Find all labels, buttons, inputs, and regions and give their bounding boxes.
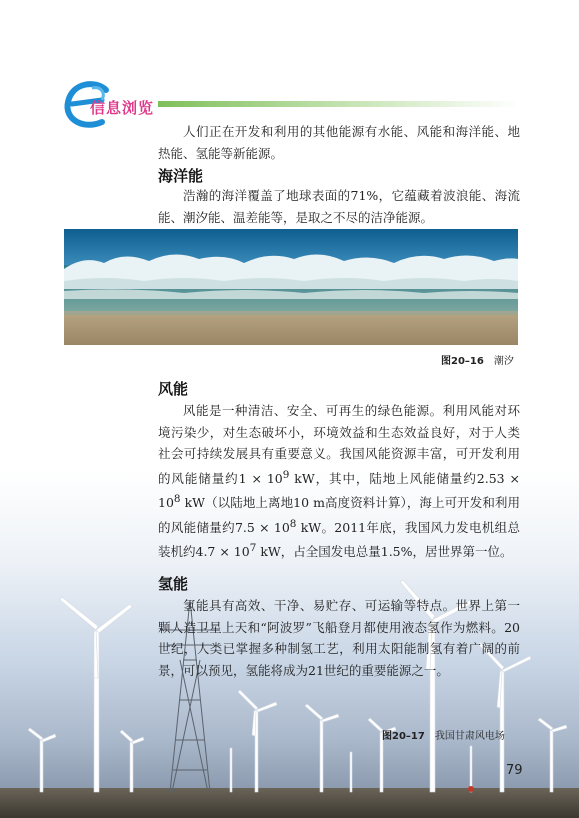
figure-20-16-caption [441, 352, 514, 367]
badge-title: 信息浏览 [90, 99, 155, 117]
hydrogen-energy-heading: 氢能 [158, 575, 189, 593]
intro-paragraph: 人们正在开发和利用的其他能源有水能、风能和海洋能、地热能、氢能等新能源。 [158, 124, 520, 161]
wind-energy-heading: 风能 [158, 380, 189, 398]
header-rule [158, 101, 520, 107]
page-number: 79 [506, 763, 523, 778]
figure-number: 图20–17 [382, 731, 425, 742]
ocean-energy-paragraph: 浩瀚的海洋覆盖了地球表面的71%，它蕴藏着波浪能、海流能、潮汐能、温差能等，是取之不尽的洁净能源。 [158, 188, 520, 225]
tide-photo [64, 229, 518, 345]
figure-title: 潮汐 [493, 356, 514, 367]
figure-title: 我国甘肃风电场 [434, 731, 505, 742]
figure-number: 图20–16 [441, 356, 484, 367]
ocean-energy-heading: 海洋能 [158, 167, 204, 185]
figure-20-17-caption [382, 727, 505, 742]
section-badge [62, 80, 172, 128]
hydrogen-energy-paragraph: 氢能具有高效、干净、易贮存、可运输等特点。世界上第一颗人造卫星上天和“阿波罗”飞船登月都使用液态氢作为燃料。20世纪，人类已掌握多种制氢工艺，利用太阳能制氢有着广阔的前景，可以预见，氢能将成为21世纪的重要能源之一。 [158, 598, 520, 678]
wind-energy-paragraph: 风能是一种清洁、安全、可再生的绿色能源。利用风能对环境污染少，对生态破坏小，环境效益和生态效益良好，对于人类社会可持续发展具有重要意义。我国风能资源丰富，可开发利用的风能储量约$1 \times 10^9$ kW，其中，陆地上风能储量约$2.53 \times 10^8$ kW（以陆地上离地10 m高度资料计算），海上可开发和利用的风能储量约$7.5 \times 10^8$ kW。2011年底，我国风力发电机组总装机约$4.7 \times 10^7$ kW，占全国发电总量1.5%，居世界第一位。 [158, 403, 520, 560]
